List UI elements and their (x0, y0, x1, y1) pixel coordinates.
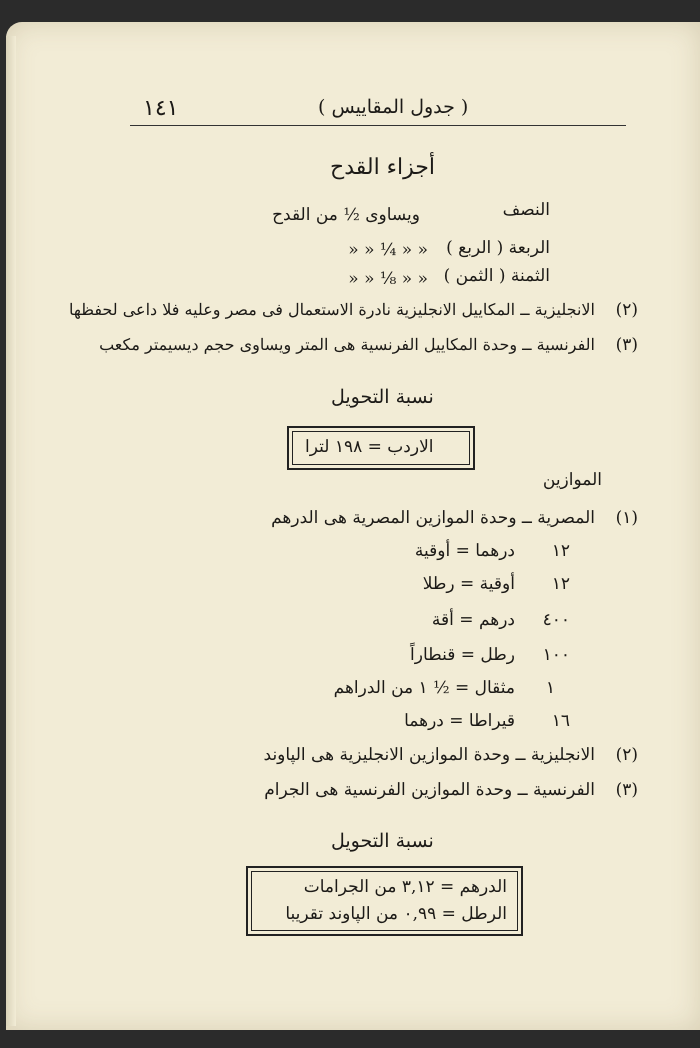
weights-equivalence: رطل = قنطاراً (410, 645, 515, 665)
weights-qty: ١٢ (551, 574, 570, 594)
measure-item-number: (٣) (615, 335, 638, 355)
weights-item-text: المصرية ــ وحدة الموازين المصرية هى الدرهم (271, 508, 595, 528)
measure-item-number: (٢) (615, 300, 638, 320)
weights-qty: ١٢ (551, 541, 570, 561)
weights-qty: ٤٠٠ (542, 610, 570, 630)
header-rule (130, 125, 626, 126)
conversion-text: الاردب = ١٩٨ لترا (305, 437, 434, 457)
weights-item-number: (٢) (615, 745, 638, 765)
qadah-row-value: « « ¼ « « (348, 240, 428, 260)
page-number: ١٤١ (143, 96, 179, 121)
measure-item-text: الانجليزية ــ المكاييل الانجليزية نادرة الاستعمال فى مصر وعليه فلا داعى لحفظها (68, 300, 595, 319)
qadah-row-value: ويساوى ½ من القدح (272, 205, 420, 225)
weights-item-number: (١) (615, 508, 638, 528)
weights-item-text: الفرنسية ــ وحدة الموازين الفرنسية هى الجرام (264, 780, 595, 800)
weights-equivalence: درهما = أوقية (414, 541, 515, 561)
conversion-title: نسبة التحويل (331, 386, 434, 408)
weights-equivalence: مثقال = ½ ١ من الدراهم (333, 678, 515, 698)
weights-item-text: الانجليزية ــ وحدة الموازين الانجليزية هى الپاوند (263, 745, 595, 765)
weights-title: الموازين (542, 470, 602, 490)
qadah-row-name: الثمنة ( الثمن ) (443, 266, 550, 286)
qadah-title: أجزاء القدح (330, 155, 435, 180)
conversion-title: نسبة التحويل (331, 830, 434, 852)
weights-qty: ١٠٠ (542, 645, 570, 665)
qadah-row-value: « « ⅛ « « (348, 269, 428, 289)
conversion-line: الرطل = ٠,٩٩ من الپاوند تقريبا (285, 904, 507, 924)
paper-edge (6, 36, 16, 1026)
conversion-box (287, 426, 475, 470)
qadah-row-name: النصف (502, 200, 550, 220)
qadah-row-name: الربعة ( الربع ) (446, 238, 550, 258)
running-head: ( جدول المقاييس ) (318, 96, 469, 118)
weights-qty: ١ (545, 678, 555, 698)
weights-equivalence: درهم = أقة (431, 610, 515, 630)
measure-item-text: الفرنسية ــ وحدة المكاييل الفرنسية هى المتر ويساوى حجم ديسيمتر مكعب (99, 335, 595, 354)
conversion-line: الدرهم = ٣,١٢ من الجرامات (303, 877, 507, 897)
weights-qty: ١٦ (551, 711, 570, 731)
weights-item-number: (٣) (615, 780, 638, 800)
weights-equivalence: أوقية = رطلا (422, 574, 515, 594)
conversion-box (246, 866, 523, 936)
weights-equivalence: قيراطا = درهما (404, 711, 515, 731)
